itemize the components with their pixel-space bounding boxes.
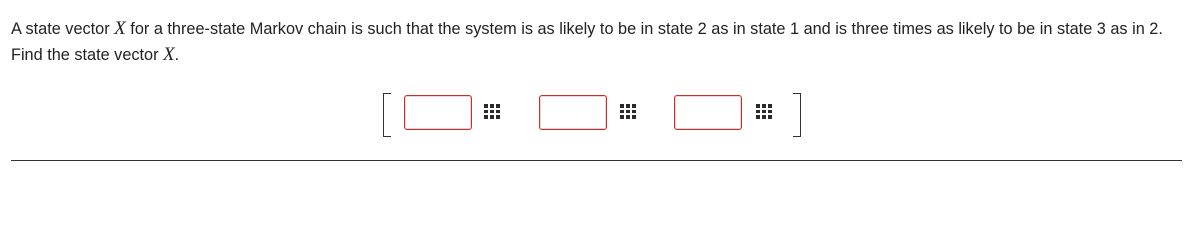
grid-dot (620, 115, 624, 119)
variable-x: X (114, 18, 126, 39)
grid-dot (626, 104, 630, 108)
question-text-part: A state vector (11, 20, 115, 38)
entry-3-input[interactable] (675, 96, 741, 129)
grid-dot (620, 104, 624, 108)
grid-dot (484, 110, 488, 114)
grid-dot (768, 115, 772, 119)
grid-dot (484, 104, 488, 108)
grid-dot (756, 115, 760, 119)
entry-1-box[interactable] (404, 95, 472, 130)
question-text (11, 16, 1191, 68)
grid-dot (632, 104, 636, 108)
grid-dot (756, 110, 760, 114)
grid-dot (762, 104, 766, 108)
entry-3-box[interactable] (674, 95, 742, 130)
grid-dot (490, 104, 494, 108)
math-palette-2-icon[interactable] (620, 104, 638, 119)
entry-1-input[interactable] (405, 96, 471, 129)
grid-dot (632, 110, 636, 114)
grid-dot (496, 110, 500, 114)
grid-dot (762, 110, 766, 114)
grid-dot (626, 110, 630, 114)
math-palette-3-icon[interactable] (756, 104, 774, 119)
question-text-part: for a three-state Markov chain is such that the system is as likely to be in state 2 as in state 1 and is three times as likely to be in state 3 as in 2. Find the state vector (11, 20, 1163, 64)
math-palette-1-icon[interactable] (484, 104, 502, 119)
entry-2-box[interactable] (539, 95, 607, 130)
grid-dot (620, 110, 624, 114)
left-bracket (383, 93, 391, 137)
state-vector-answer (0, 93, 1200, 137)
grid-dot (632, 115, 636, 119)
right-bracket (793, 93, 801, 137)
grid-dot (496, 104, 500, 108)
grid-dot (762, 115, 766, 119)
grid-dot (490, 110, 494, 114)
variable-x: X (163, 44, 175, 65)
entry-2-input[interactable] (540, 96, 606, 129)
grid-dot (626, 115, 630, 119)
grid-dot (484, 115, 488, 119)
grid-dot (496, 115, 500, 119)
divider-line (11, 160, 1182, 161)
grid-dot (756, 104, 760, 108)
grid-dot (490, 115, 494, 119)
grid-dot (768, 104, 772, 108)
grid-dot (768, 110, 772, 114)
question-text-part: . (174, 46, 180, 64)
